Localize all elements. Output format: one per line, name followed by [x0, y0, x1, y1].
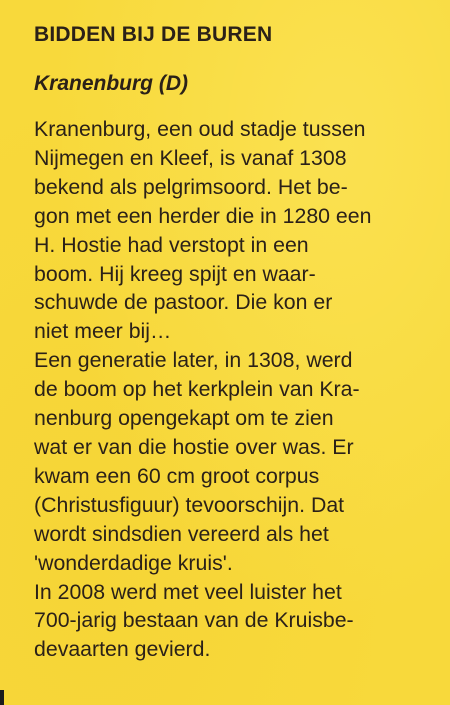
- body-line: 700-jarig bestaan van de Kruisbe-: [34, 608, 354, 633]
- scan-edge-mark: [0, 690, 4, 705]
- body-line: boom. Hij kreeg spijt en waar-: [34, 261, 316, 286]
- body-line: schuwde de pastoor. Die kon er: [34, 290, 333, 315]
- body-line: kwam een 60 cm groot corpus: [34, 463, 320, 488]
- article-body: [34, 115, 444, 664]
- body-line: niet meer bij…: [34, 319, 172, 344]
- body-line: Nijmegen en Kleef, is vanaf 1308: [34, 145, 347, 170]
- body-line: de boom op het kerkplein van Kra-: [34, 377, 360, 402]
- body-line: gon met een herder die in 1280 een: [34, 203, 372, 228]
- article-subheading: Kranenburg (D): [34, 72, 188, 95]
- body-line: In 2008 werd met veel luister het: [34, 579, 342, 604]
- body-line: bekend als pelgrimsoord. Het be-: [34, 174, 348, 199]
- body-line: nenburg opengekapt om te zien: [34, 406, 334, 431]
- body-line: Kranenburg, een oud stadje tussen: [34, 117, 366, 141]
- body-line: Een generatie later, in 1308, werd: [34, 348, 353, 373]
- body-line: H. Hostie had verstopt in een: [34, 232, 309, 257]
- body-line: devaarten gevierd.: [34, 637, 211, 662]
- article-heading: BIDDEN BIJ DE BUREN: [34, 23, 273, 46]
- body-line: wordt sindsdien vereerd als het: [34, 521, 329, 546]
- body-line: wat er van die hostie over was. Er: [34, 434, 354, 459]
- body-line: (Christusfiguur) tevoorschijn. Dat: [34, 492, 345, 517]
- body-line: 'wonderdadige kruis'.: [34, 550, 233, 575]
